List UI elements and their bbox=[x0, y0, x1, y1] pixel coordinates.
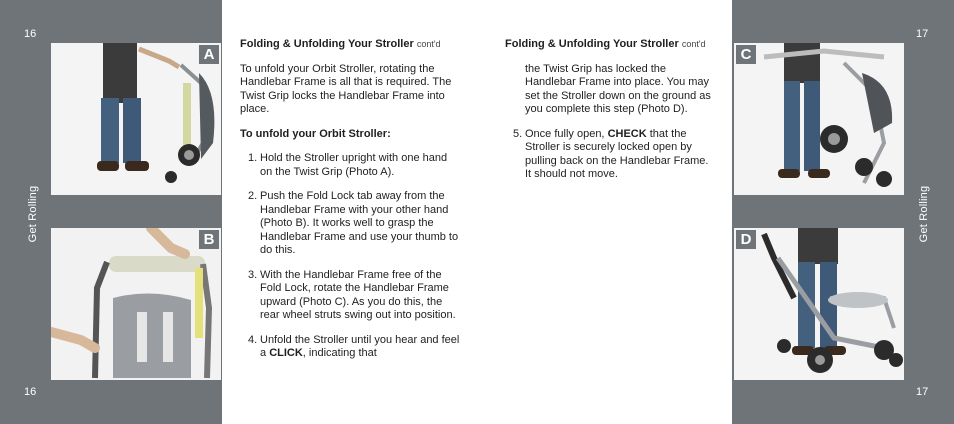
step-text: Hold the Stroller upright with one hand on the Twist Grip (Photo A). bbox=[260, 152, 448, 178]
unfold-subheading: To unfold your Orbit Stroller: bbox=[240, 127, 391, 140]
heading-contd: cont'd bbox=[416, 39, 441, 49]
photo-b-letter: B bbox=[199, 230, 219, 249]
photo-b-illustration bbox=[51, 228, 221, 380]
section-heading-right bbox=[505, 38, 715, 52]
photo-d-letter: D bbox=[736, 230, 756, 249]
photo-c-letter: C bbox=[736, 45, 756, 64]
page-number-top-left: 16 bbox=[24, 28, 37, 40]
step-bold-word: CHECK bbox=[607, 127, 647, 140]
side-label-right: Get Rolling bbox=[918, 185, 930, 243]
photo-b bbox=[51, 228, 221, 380]
heading-contd: cont'd bbox=[681, 39, 706, 49]
text-column-left bbox=[240, 38, 462, 372]
page-number-top-right: 17 bbox=[916, 28, 929, 40]
step-1 bbox=[240, 152, 462, 179]
photo-a-letter: A bbox=[199, 45, 219, 64]
step-5 bbox=[505, 128, 715, 182]
step-3 bbox=[240, 269, 462, 323]
photo-d-illustration bbox=[734, 228, 904, 380]
step-4-continuation: the Twist Grip has locked the Handlebar Frame into place. You may set the Stroller down on the ground as you complete this step (Photo D). bbox=[525, 62, 711, 115]
step-number: 5. bbox=[513, 127, 523, 140]
step-2 bbox=[240, 190, 462, 258]
step-text: Push the Fold Lock tab away from the Handlebar Frame with your other hand (Photo B). It works well to grasp the Handlebar Frame and use your thumb to do this. bbox=[260, 190, 459, 256]
photo-c bbox=[734, 43, 904, 195]
photo-c-illustration bbox=[734, 43, 904, 195]
photo-a bbox=[51, 43, 221, 195]
page-number-bottom-right: 17 bbox=[916, 386, 929, 398]
step-number: 4. bbox=[248, 333, 258, 346]
step-text-after: , indicating that bbox=[302, 347, 377, 359]
page-number-bottom-left: 16 bbox=[24, 386, 37, 398]
text-column-right bbox=[505, 38, 715, 193]
heading-text: Folding & Unfolding Your Stroller bbox=[240, 38, 414, 50]
step-text: With the Handlebar Frame free of the Fold Lock, rotate the Handlebar Frame upward (Photo C). As you do this, the rear wheel struts swing out into position. bbox=[260, 268, 456, 321]
photo-d bbox=[734, 228, 904, 380]
step-number: 1. bbox=[248, 152, 258, 164]
step-4 bbox=[240, 334, 462, 361]
step-bold-word: CLICK bbox=[269, 347, 303, 359]
step-number: 2. bbox=[248, 190, 258, 202]
step-text-before: Once fully open, bbox=[525, 127, 608, 140]
step-text-after: that the Stroller is securely locked open by pulling back on the Handlebar Frame. It should not move. bbox=[525, 127, 709, 180]
heading-text: Folding & Unfolding Your Stroller bbox=[505, 38, 679, 50]
step-number: 3. bbox=[248, 268, 258, 281]
section-heading-left bbox=[240, 38, 462, 52]
photo-a-illustration bbox=[51, 43, 221, 195]
intro-paragraph: To unfold your Orbit Stroller, rotating the Handlebar Frame is all that is required. The Twist Grip locks the Handlebar Frame into place. bbox=[240, 62, 452, 115]
step-text-before: Unfold the Stroller until you hear and feel a bbox=[260, 333, 460, 359]
side-label-left: Get Rolling bbox=[27, 185, 39, 243]
